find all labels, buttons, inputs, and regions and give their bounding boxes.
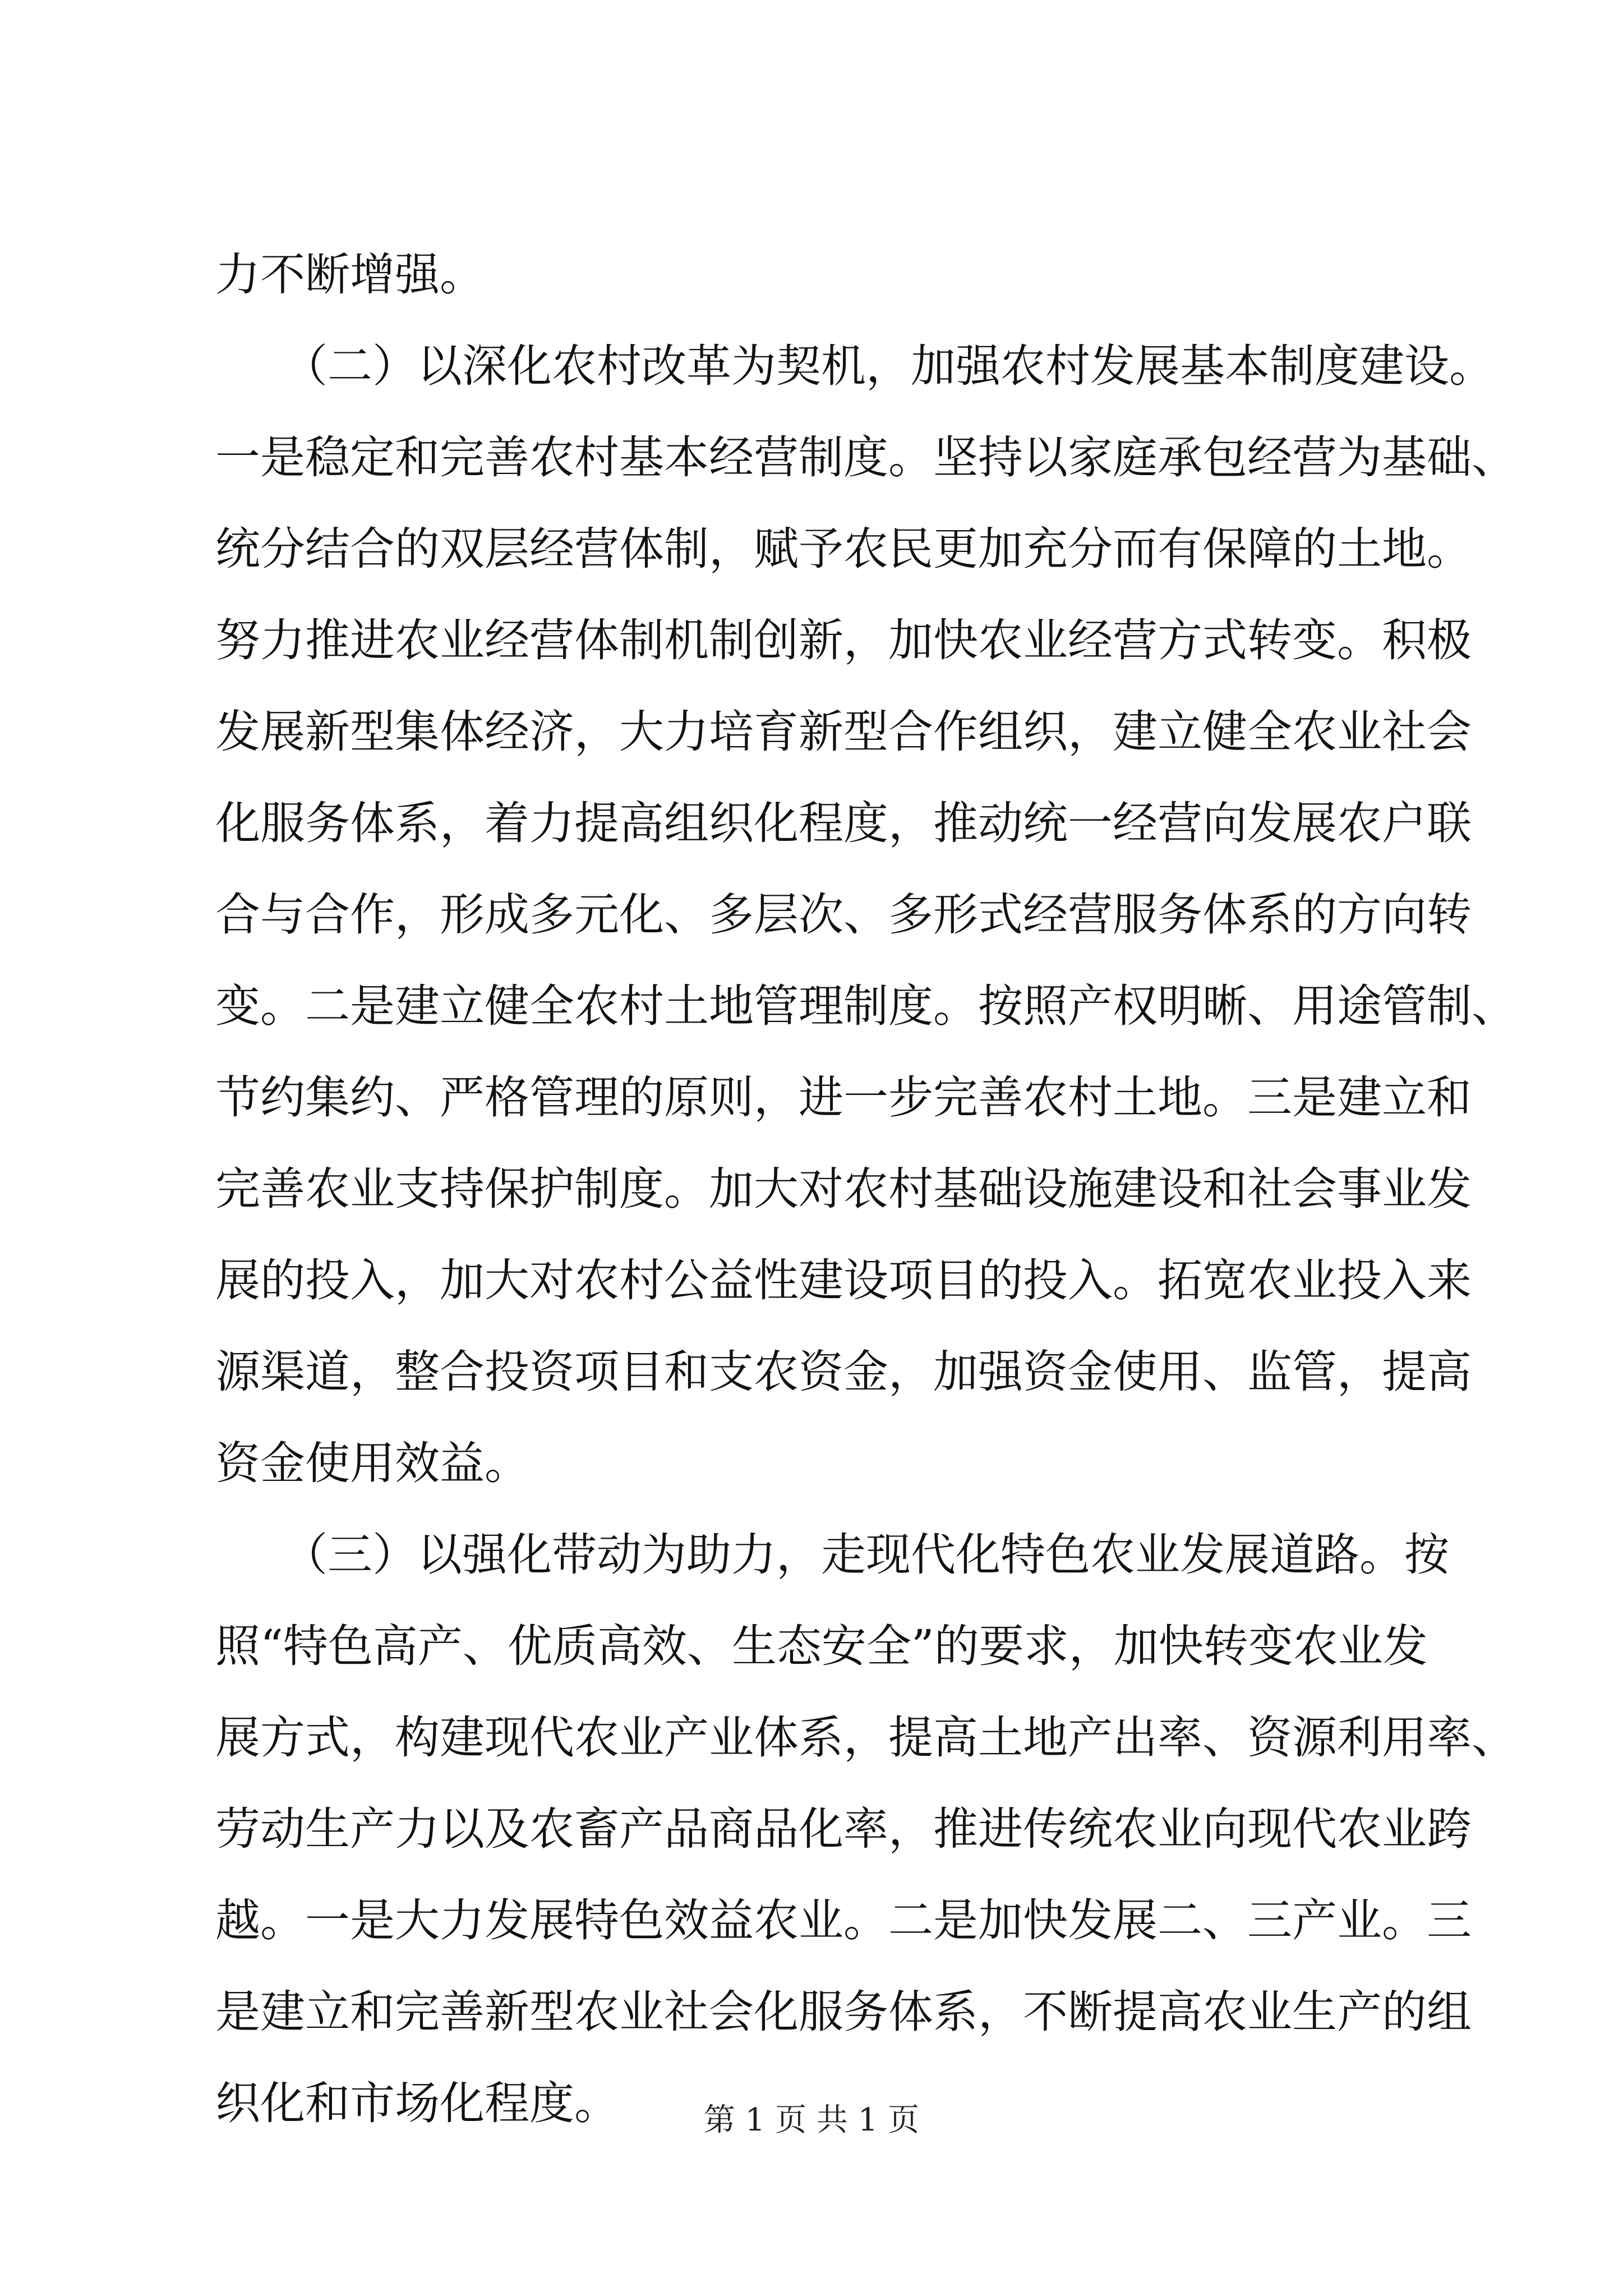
text-line: （二）以深化农村改革为契机，加强农村发展基本制度建设。: [215, 340, 1494, 392]
text-line: 资金使用效益。: [215, 1437, 529, 1489]
text-line: 化服务体系，着力提高组织化程度，推动统一经营向发展农户联: [215, 797, 1472, 849]
text-line: 努力推进农业经营体制机制创新，加快农业经营方式转变。积极: [215, 614, 1472, 666]
text-line: 照“特色高产、优质高效、生态安全”的要求，加快转变农业发: [215, 1620, 1428, 1672]
text-line: 织化和市场化程度。: [215, 2077, 619, 2129]
text-line: 统分结合的双层经营体制，赋予农民更加充分而有保障的土地。: [215, 523, 1472, 575]
text-line: 越。一是大力发展特色效益农业。二是加快发展二、三产业。三: [215, 1894, 1472, 1947]
text-line: 力不断增强。: [215, 249, 485, 301]
text-line: （三）以强化带动为助力，走现代化特色农业发展道路。按: [215, 1529, 1449, 1581]
document-body: [215, 229, 1516, 2149]
text-line: 劳动生产力以及农畜产品商品化率，推进传统农业向现代农业跨: [215, 1803, 1472, 1855]
text-line: 变。二是建立健全农村土地管理制度。按照产权明晰、用途管制、: [215, 980, 1516, 1032]
text-line: 展的投入，加大对农村公益性建设项目的投入。拓宽农业投入来: [215, 1254, 1472, 1306]
text-line: 发展新型集体经济，大力培育新型合作组织，建立健全农业社会: [215, 706, 1472, 758]
text-line: 展方式，构建现代农业产业体系，提高土地产出率、资源利用率、: [215, 1711, 1516, 1764]
page-footer: 第 1 页 共 1 页: [703, 2102, 920, 2138]
text-line: 一是稳定和完善农村基本经营制度。坚持以家庭承包经营为基础、: [215, 431, 1516, 484]
text-line: 是建立和完善新型农业社会化服务体系，不断提高农业生产的组: [215, 1986, 1472, 2038]
text-line: 源渠道，整合投资项目和支农资金，加强资金使用、监管，提高: [215, 1346, 1472, 1398]
text-line: 完善农业支持保护制度。加大对农村基础设施建设和社会事业发: [215, 1163, 1472, 1215]
text-line: 合与合作，形成多元化、多层次、多形式经营服务体系的方向转: [215, 889, 1472, 941]
text-line: 节约集约、严格管理的原则，进一步完善农村土地。三是建立和: [215, 1071, 1472, 1124]
